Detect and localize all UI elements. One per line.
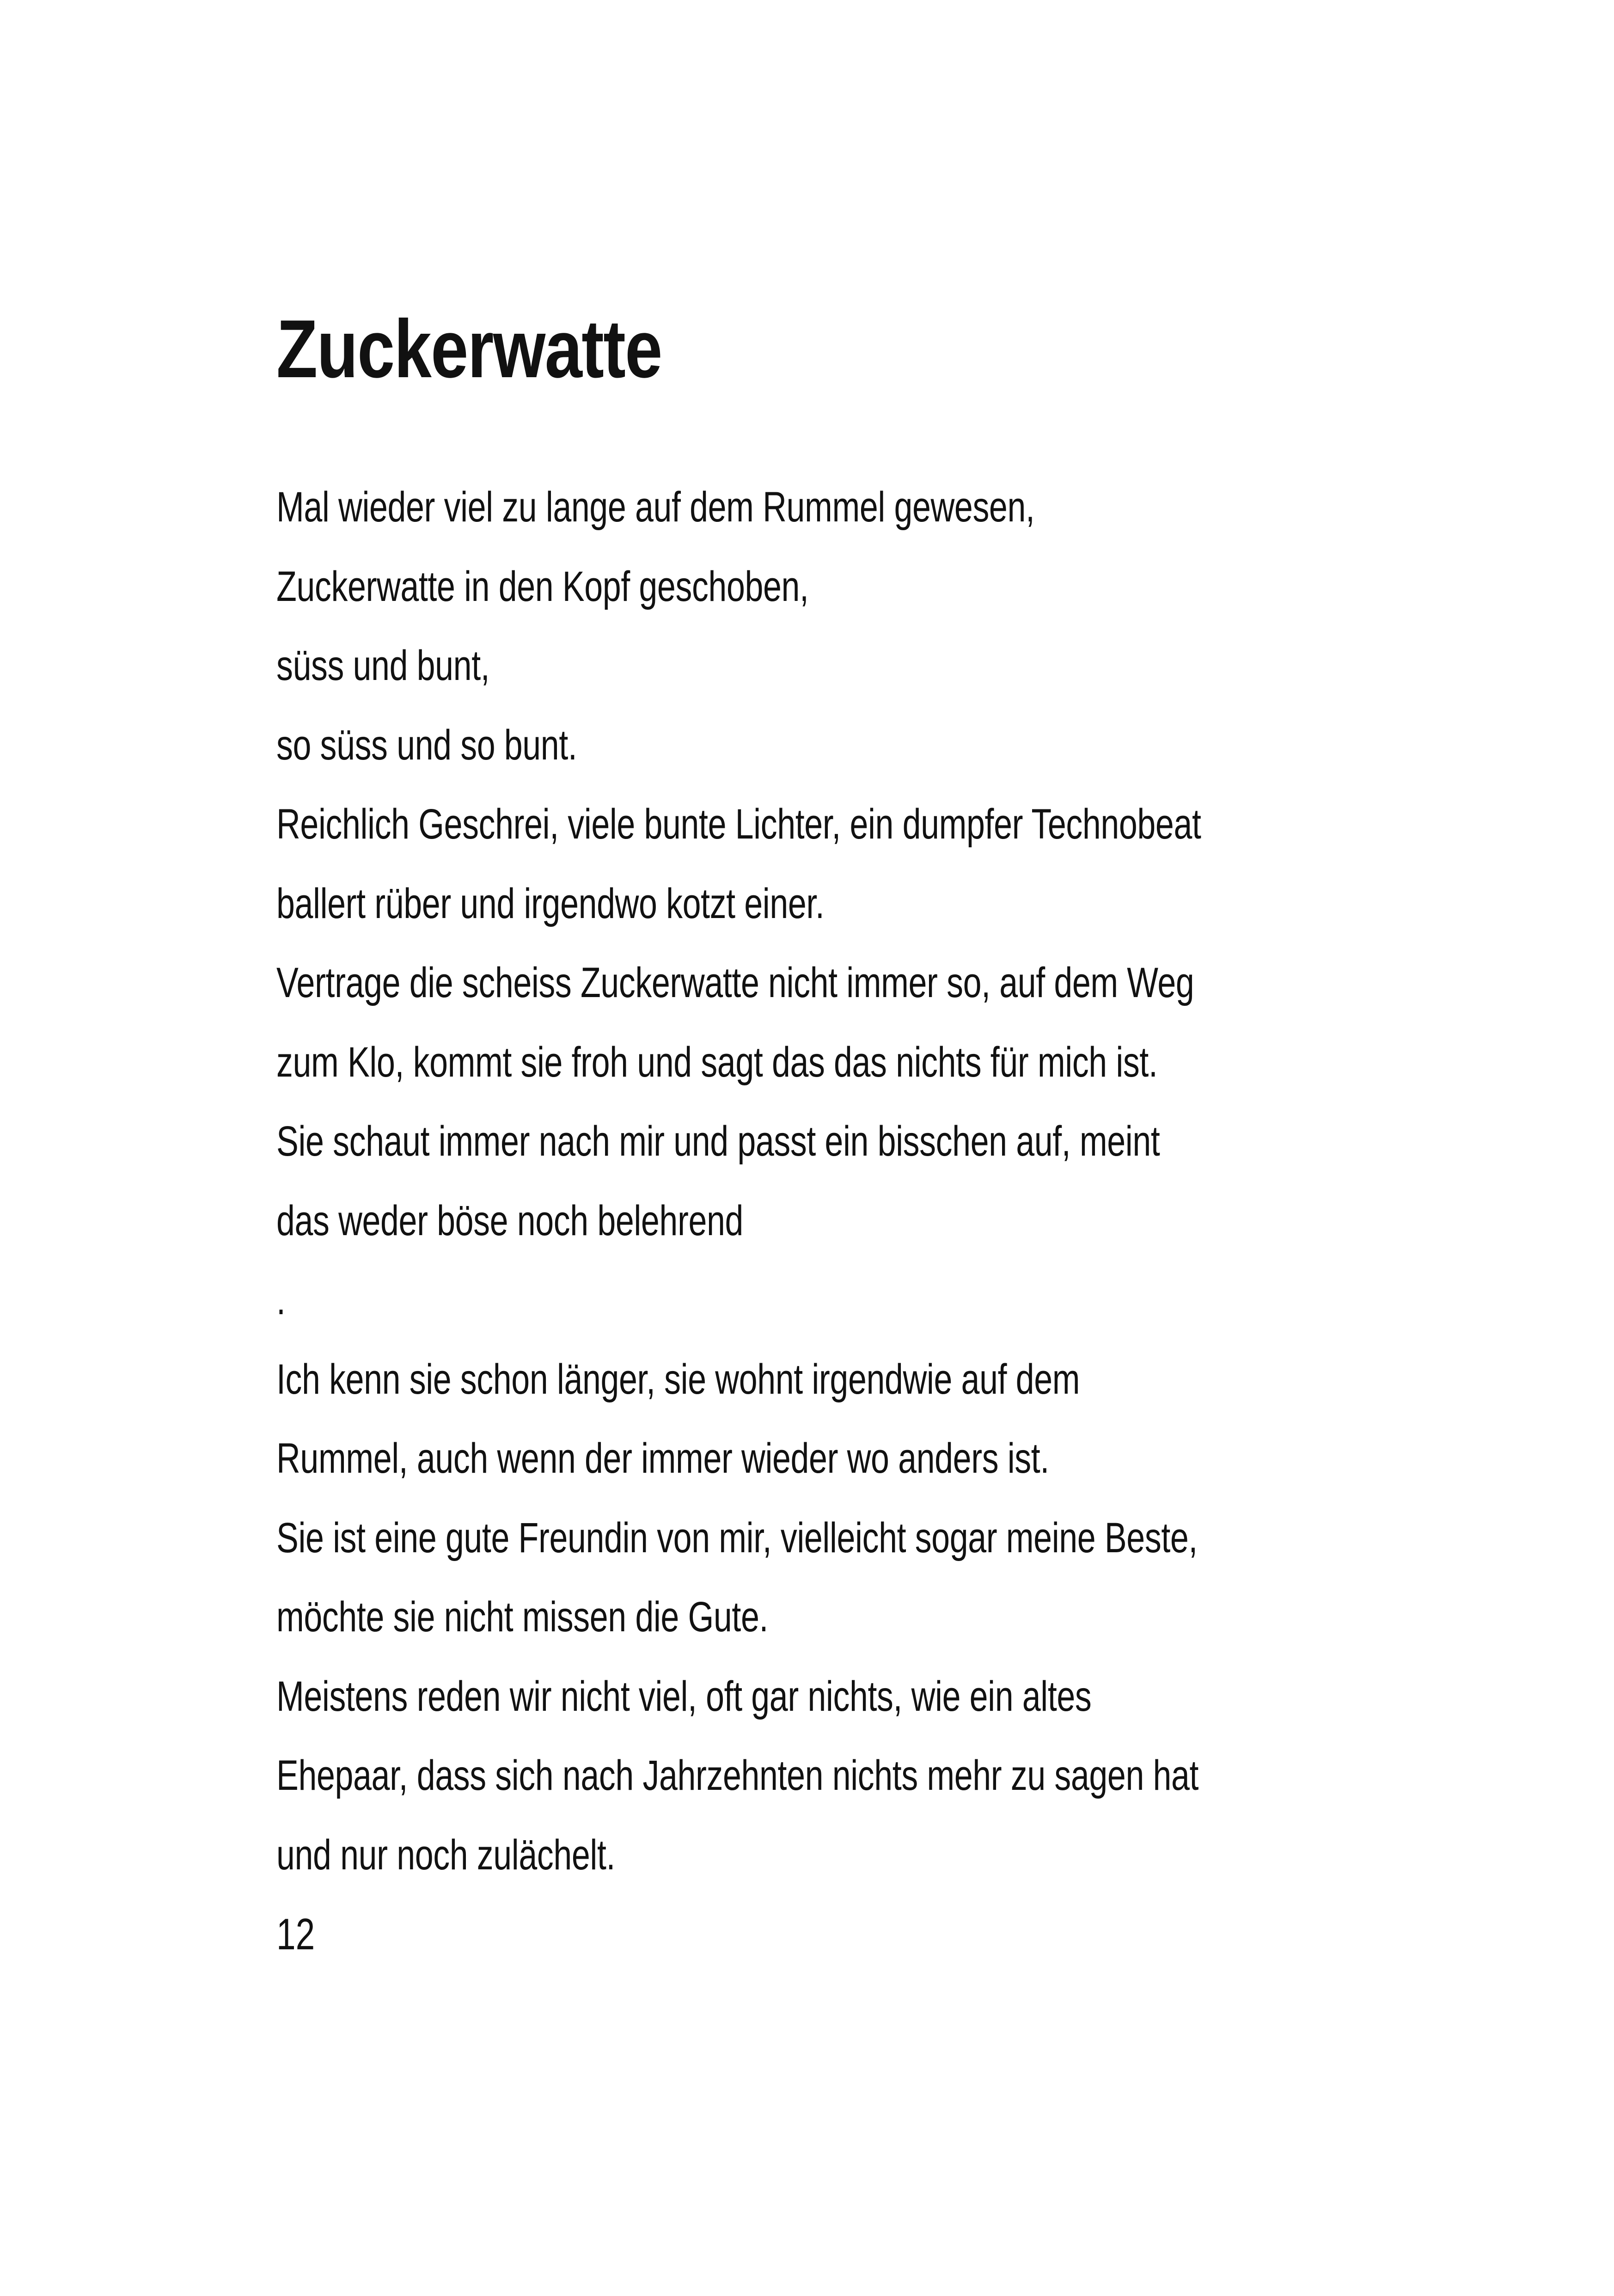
poem-line: Ich kenn sie schon länger, sie wohnt irgendwie auf dem [276, 1355, 1080, 1403]
poem-line: Mal wieder viel zu lange auf dem Rummel gewesen, [276, 484, 1035, 531]
poem-title: Zuckerwatte [276, 303, 662, 395]
poem-line: so süss und so bunt. [276, 721, 577, 769]
poem-line: . [276, 1276, 286, 1323]
poem-line: ballert rüber und irgendwo kotzt einer. [276, 880, 825, 927]
poem-line: möchte sie nicht missen die Gute. [276, 1593, 769, 1641]
poem-line: Sie schaut immer nach mir und passt ein bisschen auf, meint [276, 1118, 1160, 1165]
poem-line: und nur noch zulächelt. [276, 1831, 616, 1879]
poem-line: süss und bunt, [276, 642, 490, 689]
page-number: 12 [276, 1910, 315, 1959]
poem-line: Ehepaar, dass sich nach Jahrzehnten nichts mehr zu sagen hat [276, 1752, 1199, 1799]
poem-line: Reichlich Geschrei, viele bunte Lichter, ein dumpfer Technobeat [276, 801, 1201, 848]
poem-body [276, 468, 1386, 1974]
poem-line: Vertrage die scheiss Zuckerwatte nicht immer so, auf dem Weg [276, 959, 1194, 1006]
poem-line: Meistens reden wir nicht viel, oft gar nichts, wie ein altes [276, 1672, 1092, 1720]
poem-line: Zuckerwatte in den Kopf geschoben, [276, 563, 809, 610]
poem-line: Sie ist eine gute Freundin von mir, vielleicht sogar meine Beste, [276, 1514, 1198, 1561]
poem-line: das weder böse noch belehrend [276, 1197, 744, 1244]
poem-line: zum Klo, kommt sie froh und sagt das das nichts für mich ist. [276, 1038, 1158, 1086]
poem-line: Rummel, auch wenn der immer wieder wo anders ist. [276, 1435, 1049, 1482]
page-content [276, 296, 1386, 1959]
